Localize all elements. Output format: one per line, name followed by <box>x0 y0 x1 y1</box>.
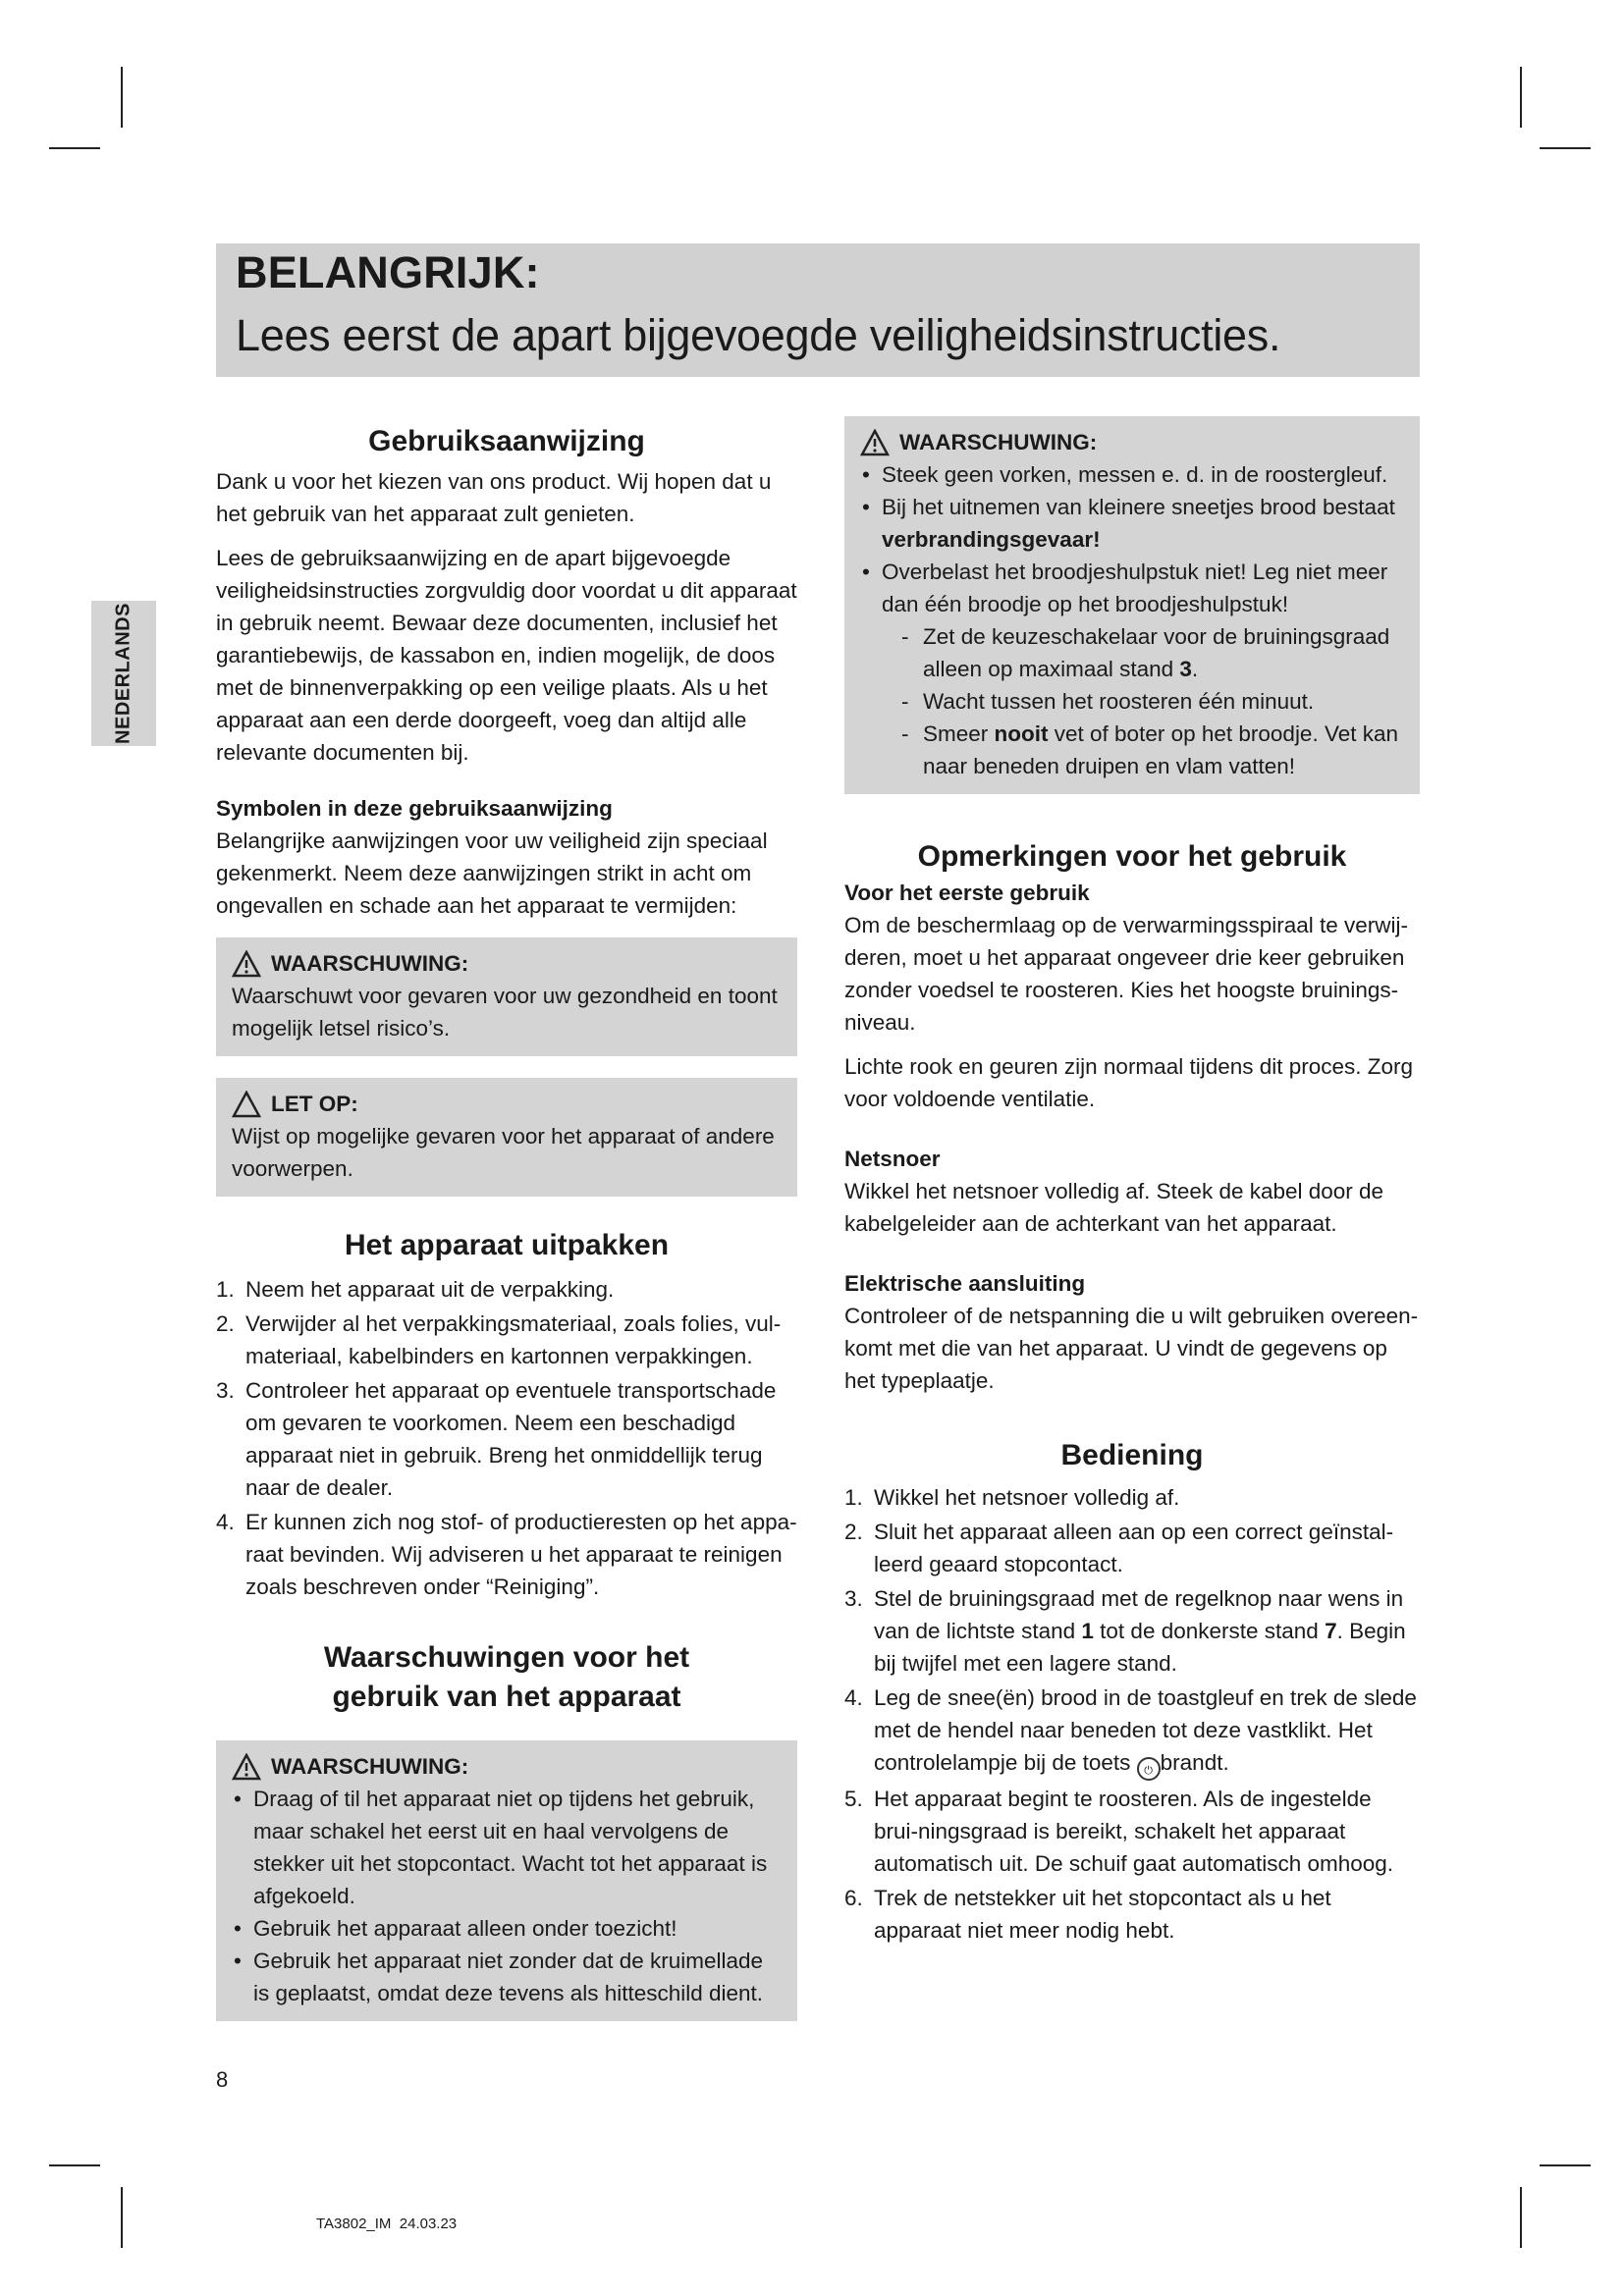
list-item: 1. Neem het apparaat uit de verpakking. <box>216 1277 615 1302</box>
heading-uitpakken: Het apparaat uitpakken <box>344 1229 670 1261</box>
eerste-gebruik-paragraph: Om de beschermlaag op de verwarmingsspiraal te verwij-deren, moet u het apparaat ongeveer drie keer gebruiken zonder voedsel te roosteren. Kies het hoogste bruinings-niveau. <box>844 913 1408 1035</box>
heading-elektrische-aansluiting: Elektrische aansluiting <box>844 1271 1086 1296</box>
crop-mark <box>1540 147 1591 149</box>
heading-bediening: Bediening <box>1060 1439 1204 1471</box>
operation-list <box>844 1481 1420 1947</box>
note-legend-text: Wijst op mogelijke gevaren voor het apparaat of andere voorwerpen. <box>232 1124 775 1181</box>
symbolen-paragraph: Belangrijke aanwijzingen voor uw veiligheid zijn speciaal gekenmerkt. Neem deze aanwijzingen strikt in acht om ongevallen en schade aan het apparaat te vermijden: <box>216 828 768 918</box>
heading-eerste-gebruik: Voor het eerste gebruik <box>844 881 1090 905</box>
list-item: • Gebruik het apparaat niet zonder dat de kruimellade is geplaatst, omdat deze tevens als hitteschild dient. <box>232 1945 782 2009</box>
crop-mark <box>49 147 100 149</box>
note-legend-box <box>216 1078 797 1197</box>
left-column <box>216 422 797 2021</box>
rook-paragraph: Lichte rook en geuren zijn normaal tijdens dit proces. Zorg voor voldoende ventilatie. <box>844 1054 1414 1111</box>
unpack-list <box>216 1273 797 1603</box>
usage-warning-box <box>216 1740 797 2021</box>
list-item: 2. Sluit het apparaat alleen aan op een correct geïnstal-leerd geaard stopcontact. <box>844 1520 1394 1576</box>
toaster-warning-list <box>860 458 1404 782</box>
netsnoer-paragraph: Wikkel het netsnoer volledig af. Steek de kabel door de kabelgeleider aan de achterkant van het apparaat. <box>844 1179 1384 1236</box>
page-number: 8 <box>216 2067 229 2092</box>
read-paragraph: Lees de gebruiksaanwijzing en de apart bijgevoegde veiligheidsinstructies zorgvuldig door voordat u dit apparaat in gebruik neemt. Bewaar deze documenten, inclusief het garantiebewijs, de kassabon en, indien mogelijk, de doos met de binnenverpakking op een veilige plaats. Als u het apparaat aan een derde doorgeeft, voeg dan altijd alle relevante documenten bij. <box>216 546 797 765</box>
list-item: 1. Wikkel het netsnoer volledig af. <box>844 1485 1180 1510</box>
banner-title: BELANGRIJK: <box>236 247 540 297</box>
sub-list-item: - Smeer nooit vet of boter op het broodje. Vet kan naar beneden druipen en vlam vatten! <box>899 718 1404 782</box>
heading-symbolen: Symbolen in deze gebruiksaanwijzing <box>216 796 613 821</box>
warning-triangle-icon <box>232 950 261 978</box>
list-item: • Draag of til het apparaat niet op tijdens het gebruik, maar schakel het eerst uit en haal vervolgens de stekker uit het stopcontact. Wacht tot het apparaat is afgekoeld. <box>232 1783 782 1912</box>
toaster-warning-box <box>844 416 1420 794</box>
heading-gebruiksaanwijzing: Gebruiksaanwijzing <box>368 425 645 457</box>
heading-waarschuwingen-line2: gebruik van het apparaat <box>332 1681 681 1713</box>
usage-warning-title: WAARSCHUWING: <box>271 1754 469 1779</box>
warning-legend-title: WAARSCHUWING: <box>271 951 469 976</box>
list-item: 3. Controleer het apparaat op eventuele transportschade om gevaren te voorkomen. Neem een beschadigd apparaat niet in gebruik. Breng het onmiddellijk terug naar de dealer. <box>216 1378 777 1500</box>
elektrische-paragraph: Controleer of de netspanning die u wilt gebruiken overeen-komt met die van het apparaat. U vindt de gegevens op het typeplaatje. <box>844 1304 1419 1393</box>
language-tab <box>91 601 156 746</box>
crop-mark <box>1540 2164 1591 2166</box>
list-item: • Gebruik het apparaat alleen onder toezicht! <box>232 1912 782 1945</box>
crop-mark <box>121 67 123 128</box>
warning-triangle-icon <box>232 1753 261 1781</box>
list-item: 2. Verwijder al het verpakkingsmateriaal, zoals folies, vul-materiaal, kabelbinders en kartonnen verpakkingen. <box>216 1311 782 1368</box>
list-item: 3. Stel de bruiningsgraad met de regelknop naar wens in van de lichtste stand 1 tot de donkerste stand 7. Begin bij twijfel met een lagere stand. <box>844 1586 1406 1676</box>
toaster-warning-title: WAARSCHUWING: <box>899 430 1098 454</box>
sub-list-item: - Zet de keuzeschakelaar voor de bruiningsgraad alleen op maximaal stand 3. <box>899 620 1404 685</box>
power-button-icon: ⏻ <box>1137 1757 1161 1781</box>
list-item: 4. Leg de snee(ën) brood in de toastgleuf en trek de slede met de hendel naar beneden tot deze vastklikt. Het controlelampje bij de toets ⏻ brandt. <box>844 1682 1420 1781</box>
document-code: TA3802_IM 24.03.23 <box>316 2216 458 2232</box>
heading-netsnoer: Netsnoer <box>844 1147 941 1171</box>
banner-subtitle: Lees eerst de apart bijgevoegde veiligheidsinstructies. <box>236 310 1281 360</box>
note-legend-title: LET OP: <box>271 1092 358 1116</box>
sub-list <box>882 620 1404 782</box>
crop-mark <box>49 2164 100 2166</box>
heading-waarschuwingen-line1: Waarschuwingen voor het <box>323 1641 690 1674</box>
heading-opmerkingen: Opmerkingen voor het gebruik <box>917 840 1347 873</box>
sub-list-item: - Wacht tussen het roosteren één minuut. <box>899 685 1404 718</box>
crop-mark <box>1520 67 1522 128</box>
warning-triangle-icon <box>860 429 890 456</box>
intro-paragraph: Dank u voor het kiezen van ons product. Wij hopen dat u het gebruik van het apparaat zult genieten. <box>216 469 772 526</box>
list-item: • Bij het uitnemen van kleinere sneetjes brood bestaat verbrandingsgevaar! <box>860 491 1404 556</box>
list-item: 4. Er kunnen zich nog stof- of productieresten op het appa-raat bevinden. Wij adviseren u het apparaat te reinigen zoals beschreven onder “Reiniging”. <box>216 1510 797 1599</box>
right-column <box>844 416 1420 1949</box>
list-item: 6. Trek de netstekker uit het stopcontact als u het apparaat niet meer nodig hebt. <box>844 1886 1331 1943</box>
crop-mark <box>1520 2187 1522 2248</box>
crop-mark <box>121 2187 123 2248</box>
usage-warning-list <box>232 1783 782 2009</box>
list-item: 5. Het apparaat begint te roosteren. Als de ingestelde brui-ningsgraad is bereikt, schakelt het apparaat automatisch uit. De schuif gaat automatisch omhoog. <box>844 1787 1394 1876</box>
caution-triangle-icon <box>232 1091 261 1118</box>
warning-legend-text: Waarschuwt voor gevaren voor uw gezondheid en toont mogelijk letsel risico’s. <box>232 984 778 1041</box>
list-item: • Steek geen vorken, messen e. d. in de roostergleuf. <box>860 458 1404 491</box>
language-tab-label: NEDERLANDS <box>112 603 135 744</box>
warning-legend-box <box>216 937 797 1056</box>
important-banner <box>216 243 1420 377</box>
list-item: • Overbelast het broodjeshulpstuk niet! Leg niet meer dan één broodje op het broodjeshulpstuk! - Zet de keuzeschakelaar voor de bruiningsgraad alleen op maximaal stand 3. - Wacht tussen het roosteren één minuut. - Smeer nooit vet of boter op het broodje. Vet kan naar beneden druipen en vlam vatten! <box>860 556 1404 782</box>
